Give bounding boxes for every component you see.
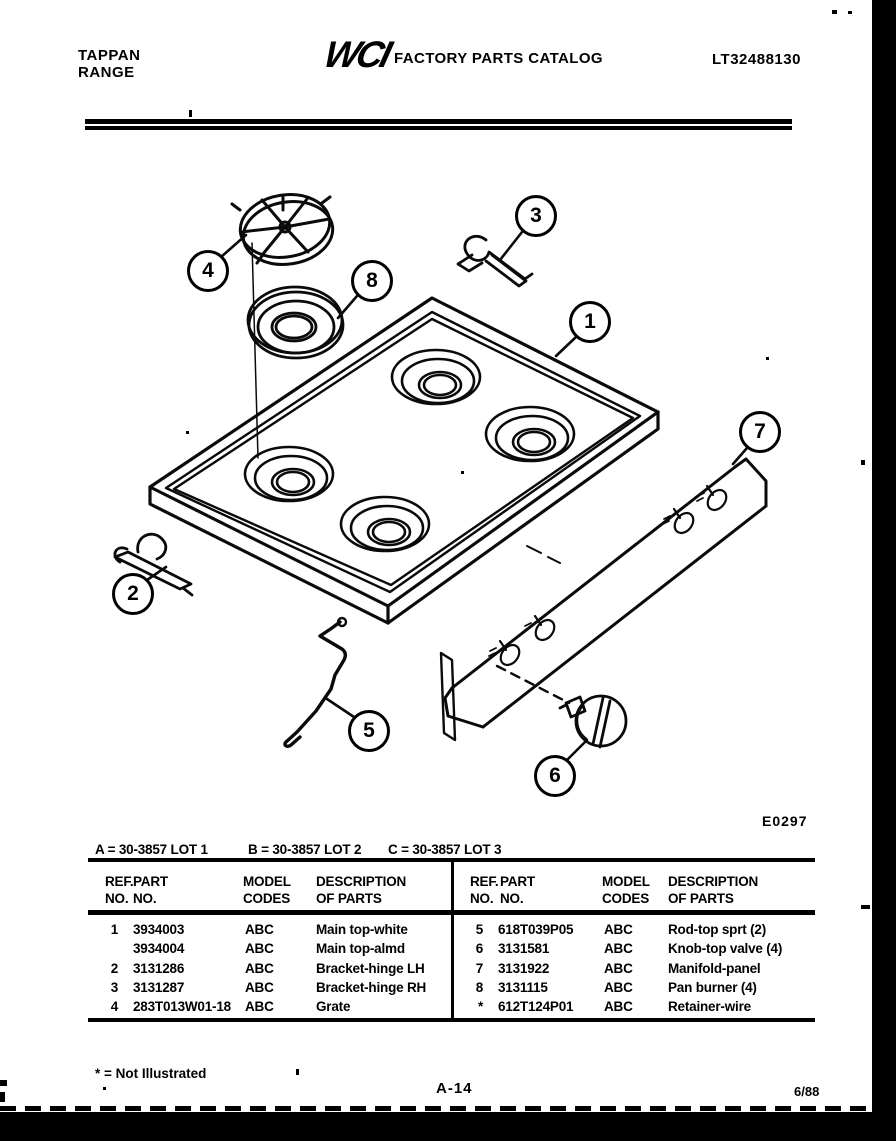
- callout-3-number: 3: [530, 204, 542, 227]
- callout-2-number: 2: [127, 582, 139, 605]
- dashed-leader: [497, 666, 569, 703]
- catalog-title: FACTORY PARTS CATALOG: [394, 50, 603, 67]
- lot-code-b: B = 30-3857 LOT 2: [248, 842, 362, 857]
- col-header-part-right: PART NO.: [500, 874, 535, 906]
- burner-opening-top: [392, 350, 480, 404]
- callout-1-number: 1: [584, 310, 596, 333]
- burner-opening-left: [245, 447, 333, 501]
- scan-speckle-row: [0, 1106, 896, 1111]
- col-header-desc-left: DESCRIPTION OF PARTS: [316, 874, 407, 906]
- brand-line2: RANGE: [78, 64, 135, 81]
- callout-6-number: 6: [549, 764, 561, 787]
- scan-speck: [103, 1087, 106, 1090]
- wci-logo: WCI: [320, 34, 394, 75]
- assembly-line: [252, 243, 258, 458]
- callout-4-number: 4: [202, 259, 214, 282]
- callout-8-number: 8: [366, 269, 378, 292]
- scan-speck: [296, 1069, 299, 1075]
- brand-line1: TAPPAN: [78, 47, 141, 64]
- doc-number: LT32488130: [712, 51, 801, 68]
- callout-1: [569, 301, 611, 343]
- scan-speck: [861, 460, 865, 465]
- scan-speck: [0, 1092, 5, 1102]
- callout-8: [351, 260, 393, 302]
- scan-border-right: [872, 0, 896, 1141]
- scan-speck: [766, 357, 769, 360]
- scan-speck: [0, 1080, 7, 1086]
- callout-leader-lines: [147, 232, 747, 760]
- col-header-part-left: PART NO.: [133, 874, 168, 906]
- catalog-page: TAPPAN RANGE WCI FACTORY PARTS CATALOG LT32488130 1 2 3 4 5 6 7 8 E0297 A = 30-3857 LOT 1 B = 30-3857 LOT 2 C = 30-3857 LOT 3 REF. NO. PART NO. MODEL CODES DESCRIPTION OF PARTS REF. NO. PART NO. MODEL CODES DESCRIPTION OF PARTS 1 3934003 ABC Main top-white 3934004 ABC Main top-almd 2 3131286 ABC Bracket-hinge LH 3 3131287 ABC Bracket-hinge RH 4 283T013W01-18 ABC Grate 5 618T039P05 ABC Rod-top sprt (2) 6 3131581 ABC Knob-top valve (4) 7 3131922 ABC Manifold-panel 8 3131115 ABC Pan burner (4) * 612T124P01 ABC Retainer-wire * = Not Illustrated A-14 6/88: [0, 0, 896, 1141]
- scan-speck: [461, 471, 464, 474]
- scan-speck: [861, 905, 870, 909]
- clip-part: [458, 236, 532, 286]
- burner-bowl-part: [248, 287, 343, 358]
- burner-opening-right: [486, 407, 574, 461]
- callout-5: [348, 710, 390, 752]
- callout-2: [112, 573, 154, 615]
- col-header-ref-left: REF. NO.: [105, 874, 134, 906]
- figure-code: E0297: [762, 813, 808, 829]
- col-header-model-right: MODEL CODES: [602, 874, 650, 906]
- scan-speck: [832, 10, 837, 14]
- manifold-holes: [497, 486, 730, 669]
- table-divider: [451, 862, 454, 1022]
- page-number: A-14: [436, 1080, 473, 1097]
- short-dash-mark: [527, 546, 560, 563]
- callout-6: [534, 755, 576, 797]
- col-header-ref-right: REF. NO.: [470, 874, 499, 906]
- scan-border-bottom: [0, 1112, 896, 1141]
- scan-speck: [189, 110, 192, 117]
- lot-code-c: C = 30-3857 LOT 3: [388, 842, 502, 857]
- wire-rod-part: [285, 618, 346, 746]
- scan-speck: [186, 431, 189, 434]
- callout-7: [739, 411, 781, 453]
- main-top-part: [150, 298, 658, 623]
- callout-5-number: 5: [363, 719, 375, 742]
- scan-speck: [848, 11, 852, 14]
- not-illustrated-note: * = Not Illustrated: [95, 1066, 207, 1081]
- grate-part: [232, 188, 337, 270]
- date-code: 6/88: [794, 1084, 820, 1099]
- callout-3: [515, 195, 557, 237]
- burner-opening-bottom: [341, 497, 429, 551]
- col-header-model-left: MODEL CODES: [243, 874, 291, 906]
- callout-4: [187, 250, 229, 292]
- lot-code-a: A = 30-3857 LOT 1: [95, 842, 208, 857]
- callout-7-number: 7: [754, 420, 766, 443]
- col-header-desc-right: DESCRIPTION OF PARTS: [668, 874, 759, 906]
